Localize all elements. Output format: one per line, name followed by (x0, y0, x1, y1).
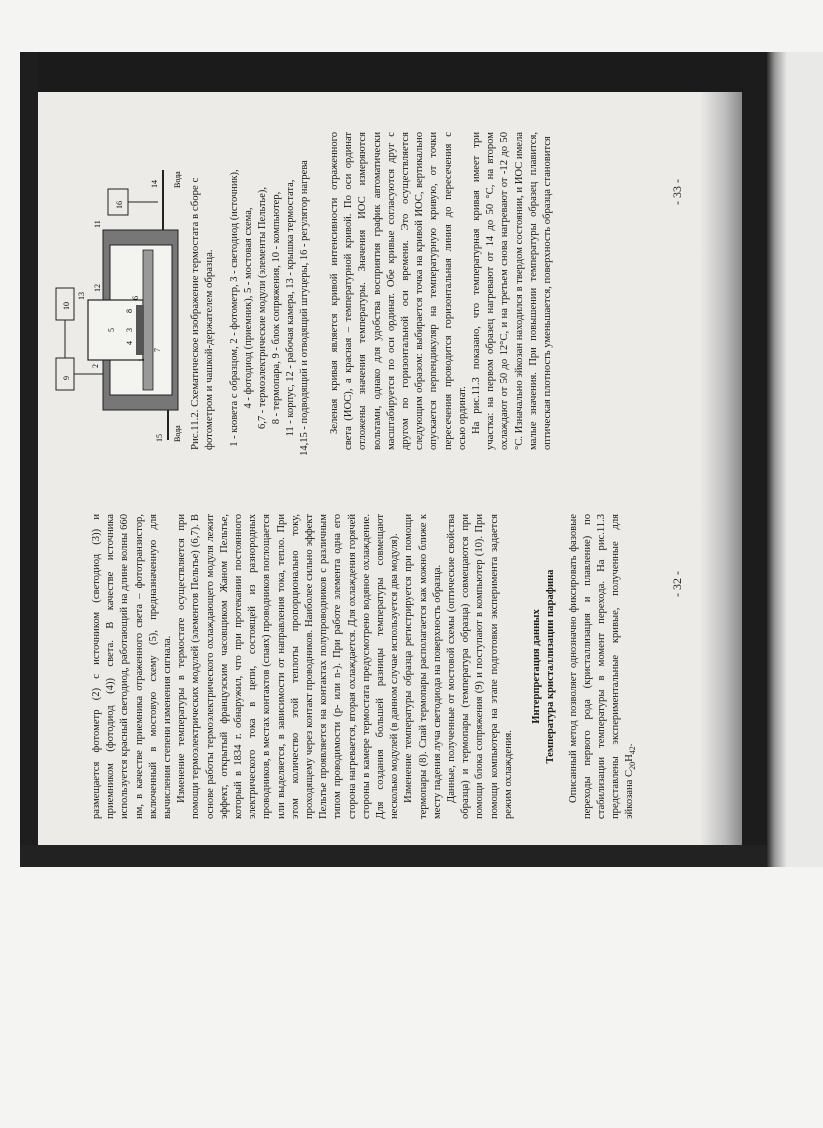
label-15: 15 (155, 434, 164, 442)
page-number: - 33 - (670, 179, 684, 205)
label-3: 3 (125, 328, 134, 332)
label-2: 2 (91, 364, 100, 368)
figure-legend (228, 133, 312, 483)
label-5: 5 (107, 328, 116, 332)
figure-caption: Рис.11.2. Схематическое изображение термостата в сборе с фотометром и чашкой-держателем образца. (189, 177, 215, 450)
page-gutter-shadow (700, 92, 742, 845)
rotated-spread (38, 92, 700, 845)
label-14: 14 (150, 180, 159, 188)
paragraph: Зеленая кривая является кривой интенсивности отраженного света (ИОС), а красная – температурной кривой. По оси ординат отложены значения температуры. Значения ИОС измеряются вольтами, однако для удобства восприятия график автоматически масштабируется по оси ординат. Обе кривые согласуются друг с другом по горизонтальной оси времени. Это осуществляется следующим образом: выбирается точка на кривой ИОС, вертикально опускается перпендикуляр на температурную кривую, от точки пересечения проводится горизонтальная линия до пересечения с осью ординат. (329, 132, 468, 450)
label-4: 4 (125, 341, 134, 345)
legend-line: 4 - фотодиод (приемник), 5 - мостовая схема, (243, 207, 254, 409)
subsection-heading: Температура кристаллизации парафина (545, 569, 557, 764)
paragraph: Данные, полученные от мостовой схемы (оптические свойства образца) и термопары (температура образца) совмещаются при помощи блока сопряжения (9) и поступают в компьютер (10). При помощи компьютера на этапе подготовки эксперимента задается режим охлаждения. (446, 514, 514, 819)
paragraph: размещается фотометр (2) с источником (светодиод (3)) и приемником (фотодиод (4)) света. В качестве источника используется красный светодиод, работающий на длине волны 660 нм, в качестве приемника отраженного света – фототранзистор, включенный в мостовую схему (5), предназначенную для вычисления степени изменения сигнала. (91, 514, 174, 819)
label-16: 16 (115, 201, 124, 209)
peltier-modules (143, 250, 153, 390)
legend-line: 1 - кювета с образцом, 2 - фотометр, 3 - светодиод (источник), (229, 169, 240, 447)
label-water-in: Вода (173, 425, 182, 442)
label-7: 7 (153, 348, 162, 352)
paragraph: Изменение температуры образца регистрируется при помощи термопары (8). Спай термопары располагается как можно ближе к месту падения луча светодиода на поверхность образца. (403, 514, 443, 819)
label-9: 9 (62, 376, 71, 380)
label-13: 13 (77, 292, 86, 300)
label-1: 1 (137, 358, 146, 362)
label-10: 10 (62, 302, 71, 310)
section-heading: Интерпретация данных (531, 609, 543, 724)
sample-cuvette (136, 305, 144, 355)
scan-border-bottom (20, 845, 767, 867)
legend-line: 14,15 - подводящий и отводящий штуцеры, 16 - регулятор нагрева (299, 160, 310, 456)
label-6: 6 (131, 296, 140, 300)
paragraph (567, 514, 641, 819)
page-number: - 32 - (670, 571, 684, 597)
label-8: 8 (125, 309, 134, 313)
label-11: 11 (93, 220, 102, 228)
legend-line: 11 - корпус, 12 - рабочая камера, 13 - крышка термостата, (285, 179, 296, 437)
formula-text: . (624, 743, 636, 747)
scan-border-right (742, 52, 767, 867)
thermostat-diagram (48, 150, 188, 450)
formula-subscript: 42 (628, 746, 638, 755)
paragraph: Изменение температуры в термостате осуществляется при помощи термоэлектрических модулей (элементов Пельтье) (6,7). В основе работы термоэлектрического охлаждающего модуля лежит эффект, открытый французским часовщиком Жаном Пельтье, который в 1834 г. обнаружил, что при протекании постоянного электрического тока в цепи, состоящей из разнородных проводников, в местах контактов (спаях) проводников поглощается или выделяется, в зависимости от направления тока, тепло. При этом количество этой теплоты пропорционально току, проходящему через контакт проводников. Наиболее сильно эффект Пельтье проявляется на контактах полупроводников с различным типом проводимости (p- или n-). При работе элемента одна его сторона нагревается, вторая охлаждается. Для охлаждения горячей стороны в камере термостата предусмотрено водяное охлаждение. Для создания большей разницы температуры совмещают несколько модулей (в данном случае используется два модуля). (176, 514, 401, 819)
scan-border-top (20, 52, 760, 92)
formula-text: H (624, 754, 636, 762)
next-page-shadow (767, 52, 787, 867)
paragraph: На рис.11.3 показано, что температурная кривая имеет три участка: на первом образец нагревают от 14 до 50 °С, на втором охлаждают от 50 до 12°С, и на третьем снова нагревают от -12 до 50 °С. Изначально эйкозан находился в твердом состоянии, и ИОС имела малые значения. При повышении температуры образец плавится, оптическая плотность уменьшается, поверхность образца становится (471, 132, 554, 450)
legend-line: 8 - термопара, 9 - блок сопряжения, 10 - компьютер, (271, 191, 282, 425)
label-12: 12 (93, 284, 102, 292)
formula-subscript: 20 (628, 761, 638, 770)
label-water-out: Вода (173, 171, 182, 188)
paragraph-text: Описанный метод позволяет однозначно фиксировать фазовые переходы первого рода (кристаллизация и плавление) по стабилизации температуры в момент перехода. На рис.11.3 представлены экспериментальные кривые, полученные для эйкозана C (567, 514, 636, 819)
legend-line: 6,7 - термоэлектрические модули (элементы Пельтье), (257, 187, 268, 430)
left-page-text (90, 514, 641, 819)
scan-border-left (20, 52, 38, 867)
interface-unit-box (56, 358, 74, 390)
right-page-text (328, 132, 555, 450)
